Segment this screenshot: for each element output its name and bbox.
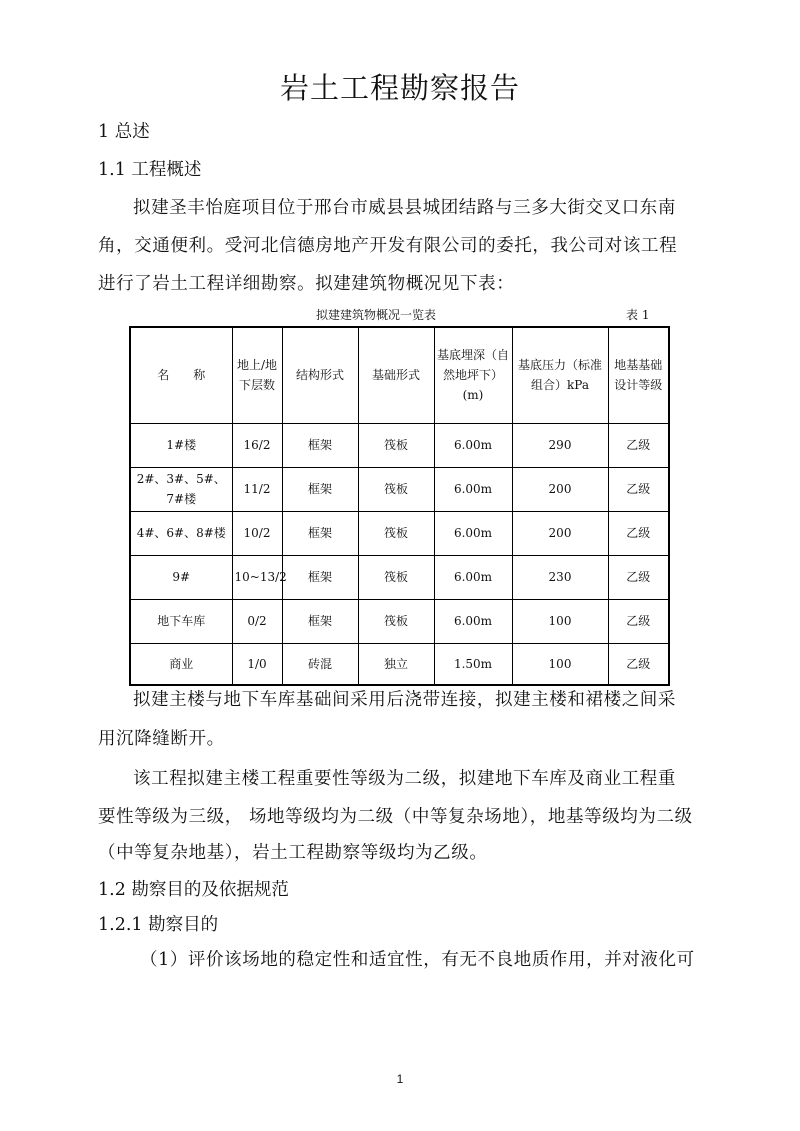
cell-floors: 0/2 <box>232 599 282 643</box>
cell-name: 9# <box>130 555 232 599</box>
header-pressure: 基底压力（标准组合）kPa <box>512 327 608 423</box>
cell-pressure: 290 <box>512 423 608 467</box>
section-1-2-1-heading: 1.2.1 勘察目的 <box>98 915 219 935</box>
paragraph-2-line-2: 用沉降缝断开。 <box>98 729 225 749</box>
table-number: 表 1 <box>626 308 650 322</box>
cell-structure: 框架 <box>282 599 358 643</box>
header-structure: 结构形式 <box>282 327 358 423</box>
header-grade: 地基基础设计等级 <box>608 327 669 423</box>
cell-floors: 1/0 <box>232 643 282 685</box>
cell-structure: 框架 <box>282 511 358 555</box>
cell-pressure: 100 <box>512 599 608 643</box>
paragraph-1-line-1: 拟建圣丰怡庭项目位于邢台市威县县城团结路与三多大街交叉口东南 <box>133 198 676 218</box>
table-row <box>130 511 669 555</box>
cell-foundation: 独立 <box>358 643 434 685</box>
cell-floors: 11/2 <box>232 467 282 511</box>
section-1-heading: 1 总述 <box>98 122 150 142</box>
paragraph-3-line-2: 要性等级为三级， 场地等级均为二级（中等复杂场地），地基等级均为二级 <box>98 807 693 827</box>
cell-structure: 框架 <box>282 423 358 467</box>
paragraph-2-line-1: 拟建主楼与地下车库基础间采用后浇带连接，拟建主楼和裙楼之间采 <box>133 690 676 710</box>
cell-structure: 砖混 <box>282 643 358 685</box>
header-name: 名 称 <box>130 327 232 423</box>
cell-depth: 6.00m <box>434 467 512 511</box>
cell-floors: 16/2 <box>232 423 282 467</box>
cell-grade: 乙级 <box>608 599 669 643</box>
cell-foundation: 筏板 <box>358 467 434 511</box>
table-header-row <box>130 327 669 423</box>
section-1-2-heading: 1.2 勘察目的及依据规范 <box>98 880 289 900</box>
paragraph-1-line-2: 角，交通便利。受河北信德房地产开发有限公司的委托，我公司对该工程 <box>98 236 678 256</box>
cell-floors: 10/2 <box>232 511 282 555</box>
cell-grade: 乙级 <box>608 423 669 467</box>
cell-structure: 框架 <box>282 467 358 511</box>
paragraph-4-line-1: （1）评价该场地的稳定性和适宜性，有无不良地质作用，并对液化可 <box>140 950 695 970</box>
cell-depth: 6.00m <box>434 511 512 555</box>
table-row <box>130 423 669 467</box>
cell-name: 地下车库 <box>130 599 232 643</box>
header-depth: 基底埋深（自然地坪下）(m) <box>434 327 512 423</box>
document-title: 岩土工程勘察报告 <box>279 71 520 105</box>
cell-pressure: 230 <box>512 555 608 599</box>
cell-depth: 6.00m <box>434 555 512 599</box>
table-row <box>130 643 669 685</box>
table-row <box>130 555 669 599</box>
cell-foundation: 筏板 <box>358 599 434 643</box>
cell-grade: 乙级 <box>608 643 669 685</box>
cell-pressure: 100 <box>512 643 608 685</box>
cell-pressure: 200 <box>512 511 608 555</box>
paragraph-3-line-3: （中等复杂地基），岩土工程勘察等级均为乙级。 <box>98 843 488 863</box>
paragraph-1-line-3: 进行了岩土工程详细勘察。拟建建筑物概况见下表： <box>98 274 515 294</box>
cell-name: 商业 <box>130 643 232 685</box>
cell-foundation: 筏板 <box>358 511 434 555</box>
cell-pressure: 200 <box>512 467 608 511</box>
cell-name: 2#、3#、5#、7#楼 <box>130 467 232 511</box>
cell-structure: 框架 <box>282 555 358 599</box>
building-overview-table <box>129 326 670 686</box>
paragraph-3-line-1: 该工程拟建主楼工程重要性等级为二级，拟建地下车库及商业工程重 <box>133 769 676 789</box>
cell-foundation: 筏板 <box>358 423 434 467</box>
header-foundation: 基础形式 <box>358 327 434 423</box>
section-1-1-heading: 1.1 工程概述 <box>98 160 202 180</box>
cell-name: 4#、6#、8#楼 <box>130 511 232 555</box>
table-row <box>130 467 669 511</box>
cell-foundation: 筏板 <box>358 555 434 599</box>
cell-floors: 10~13/2 <box>232 555 282 599</box>
cell-name: 1#楼 <box>130 423 232 467</box>
table-caption: 拟建建筑物概况一览表 <box>316 308 437 322</box>
cell-grade: 乙级 <box>608 555 669 599</box>
page-number: 1 <box>396 1072 404 1086</box>
cell-depth: 1.50m <box>434 643 512 685</box>
table-row <box>130 599 669 643</box>
cell-grade: 乙级 <box>608 467 669 511</box>
cell-depth: 6.00m <box>434 423 512 467</box>
cell-grade: 乙级 <box>608 511 669 555</box>
cell-depth: 6.00m <box>434 599 512 643</box>
header-floors: 地上/地下层数 <box>232 327 282 423</box>
